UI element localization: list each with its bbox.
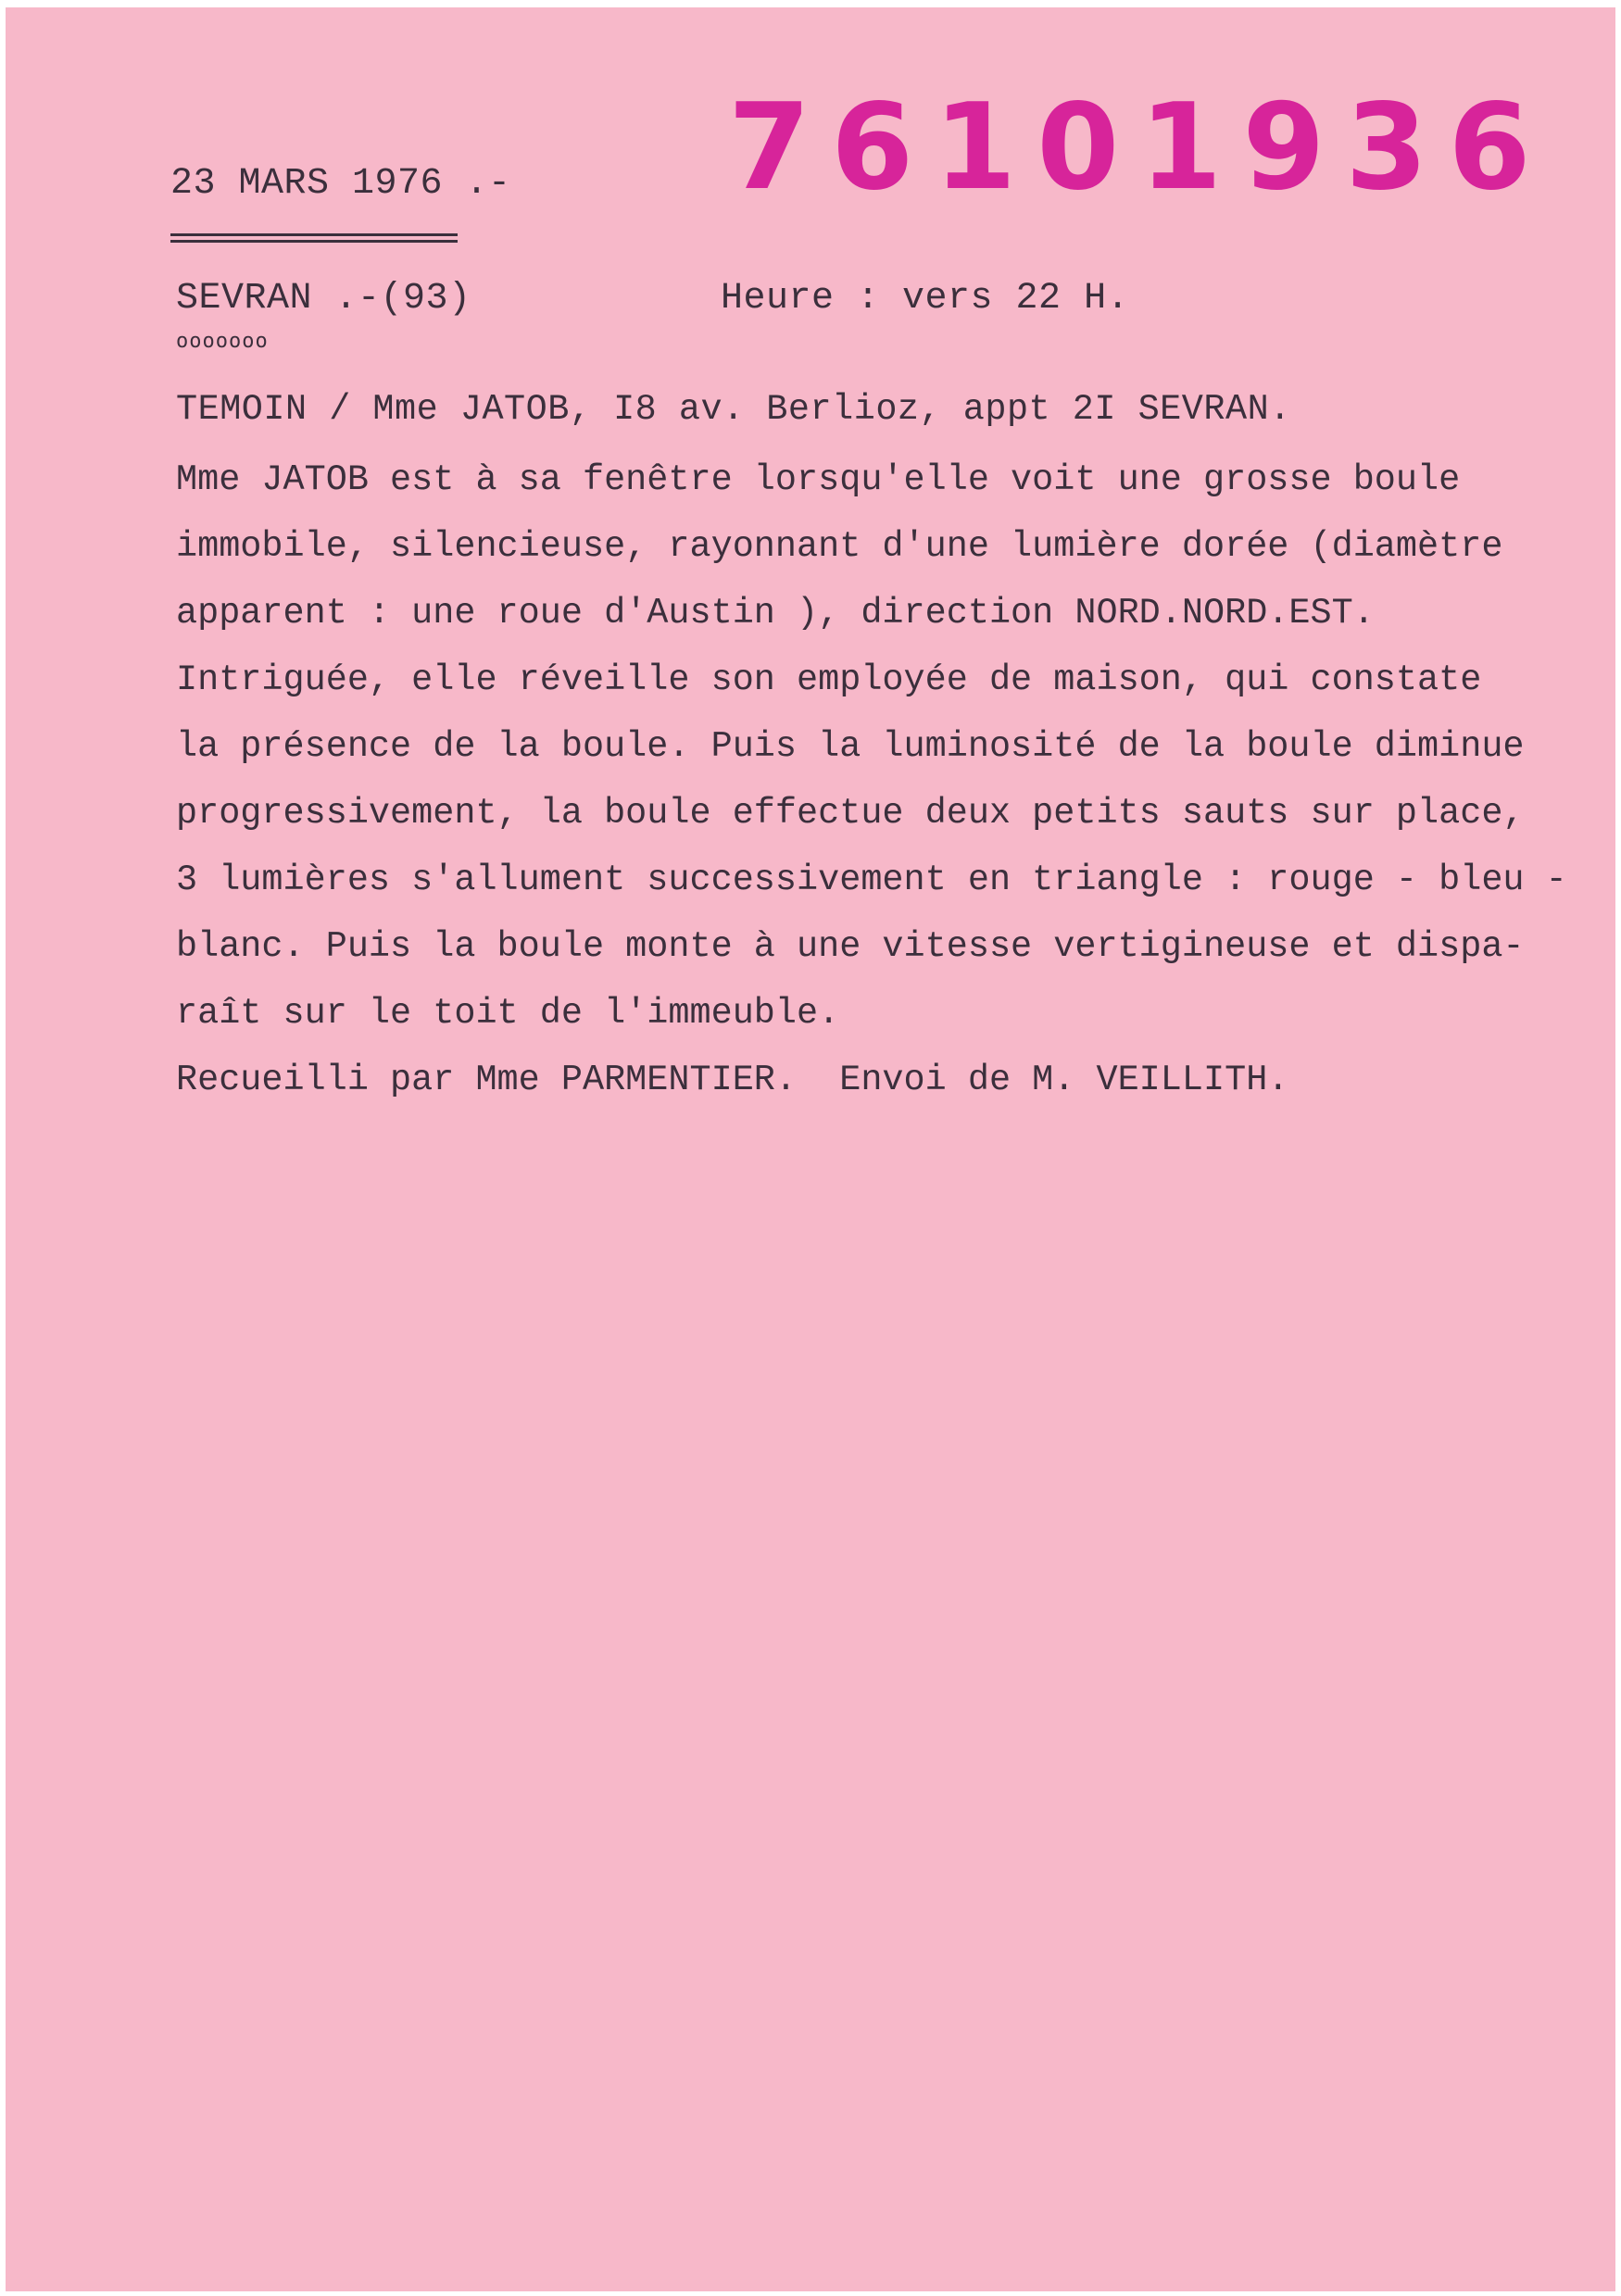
body-line: blanc. Puis la boule monte à une vitesse vertigineuse et dispa- <box>176 926 1525 967</box>
body-line: raît sur le toit de l'immeuble. <box>176 993 840 1034</box>
body-line: apparent : une roue d'Austin ), direction NORD.NORD.EST. <box>176 593 1375 634</box>
place-underline-circles: ooooooo <box>176 330 269 353</box>
document-page <box>6 7 1615 2291</box>
body-line: progressivement, la boule effectue deux petits sauts sur place, <box>176 793 1525 834</box>
witness-line: TEMOIN / Mme JATOB, I8 av. Berlioz, appt 2I SEVRAN. <box>176 389 1291 430</box>
report-body <box>176 446 1584 1113</box>
body-line: 3 lumières s'allument successivement en triangle : rouge - bleu - <box>176 859 1567 900</box>
body-line: la présence de la boule. Puis la luminosité de la boule diminue <box>176 726 1525 767</box>
date-underline-1 <box>170 233 458 236</box>
body-line: immobile, silencieuse, rayonnant d'une lumière dorée (diamètre <box>176 526 1503 567</box>
body-line: Mme JATOB est à sa fenêtre lorsqu'elle voit une grosse boule <box>176 459 1461 500</box>
signature-line: Recueilli par Mme PARMENTIER. Envoi de M. VEILLITH. <box>176 1060 1289 1100</box>
report-time: Heure : vers 22 H. <box>721 278 1130 320</box>
body-line: Intriguée, elle réveille son employée de maison, qui constate <box>176 659 1482 700</box>
file-number-stamp: 76101936 <box>728 79 1552 217</box>
date-underline-2 <box>170 240 458 243</box>
report-place: SEVRAN .-(93) <box>176 278 471 320</box>
report-date: 23 MARS 1976 .- <box>170 163 511 205</box>
